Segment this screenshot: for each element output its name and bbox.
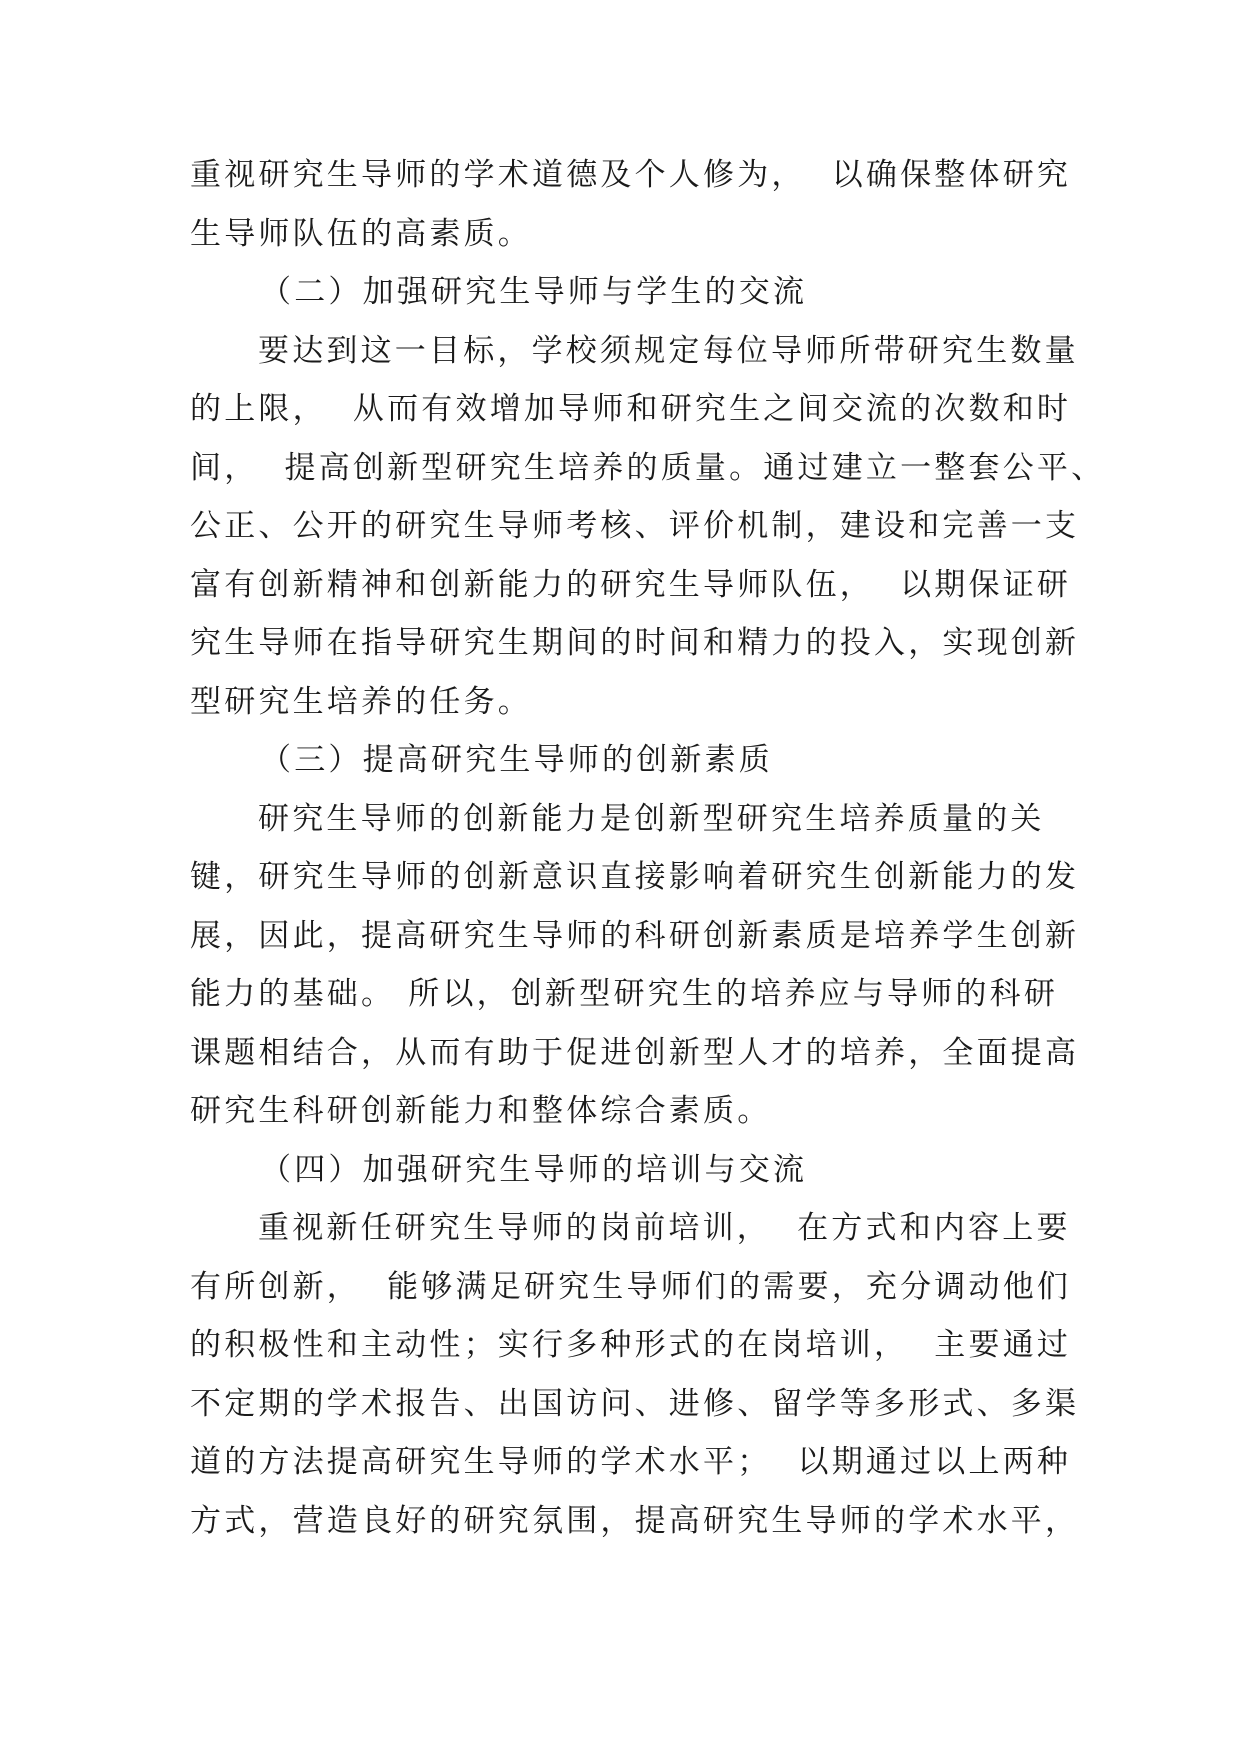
text-line: 不定期的学术报告、出国访问、进修、留学等多形式、多渠 [190, 1385, 1080, 1422]
text-line: 研究生科研创新能力和整体综合素质。 [190, 1093, 772, 1129]
text-line: 的积极性和主动性；实行多种形式的在岗培训， 主要通过 [190, 1327, 1072, 1363]
text-line: 重视研究生导师的学术道德及个人修为， 以确保整体研究 [190, 157, 1072, 193]
text-line: 有所创新， 能够满足研究生导师们的需要，充分调动他们 [190, 1268, 1072, 1305]
text-line: 课题相结合，从而有助于促进创新型人才的培养，全面提高 [190, 1034, 1080, 1071]
text-line: 能力的基础。 所以，创新型研究生的培养应与导师的科研 [190, 976, 1059, 1012]
document-page [190, 146, 1106, 1550]
text-line: 展，因此，提高研究生导师的科研创新素质是培养学生创新 [190, 917, 1080, 954]
paragraph-first-line: 要达到这一目标，学校须规定每位导师所带研究生数量 [258, 332, 1079, 369]
text-line: 公正、公开的研究生导师考核、评价机制，建设和完善一支 [190, 508, 1080, 544]
paragraph-first-line: 研究生导师的创新能力是创新型研究生培养质量的关 [258, 800, 1045, 837]
text-line: 型研究生培养的任务。 [190, 683, 532, 720]
text-line: 方式，营造良好的研究氛围，提高研究生导师的学术水平， [190, 1502, 1080, 1539]
text-line: 富有创新精神和创新能力的研究生导师队伍， 以期保证研 [190, 566, 1072, 603]
text-line: 间， 提高创新型研究生培养的质量。通过建立一整套公平、 [190, 449, 1106, 486]
text-line: 究生导师在指导研究生期间的时间和精力的投入，实现创新 [190, 625, 1080, 661]
text-line: 的上限， 从而有效增加导师和研究生之间交流的次数和时 [190, 391, 1072, 427]
section-heading: （四）加强研究生导师的培训与交流 [260, 1151, 808, 1188]
section-heading: （三）提高研究生导师的创新素质 [260, 742, 773, 778]
text-line: 生导师队伍的高素质。 [190, 215, 532, 252]
text-line: 道的方法提高研究生导师的学术水平； 以期通过以上两种 [190, 1444, 1072, 1480]
section-heading: （二）加强研究生导师与学生的交流 [260, 274, 808, 310]
text-line: 键，研究生导师的创新意识直接影响着研究生创新能力的发 [190, 859, 1080, 895]
paragraph-first-line: 重视新任研究生导师的岗前培训， 在方式和内容上要 [258, 1210, 1071, 1246]
